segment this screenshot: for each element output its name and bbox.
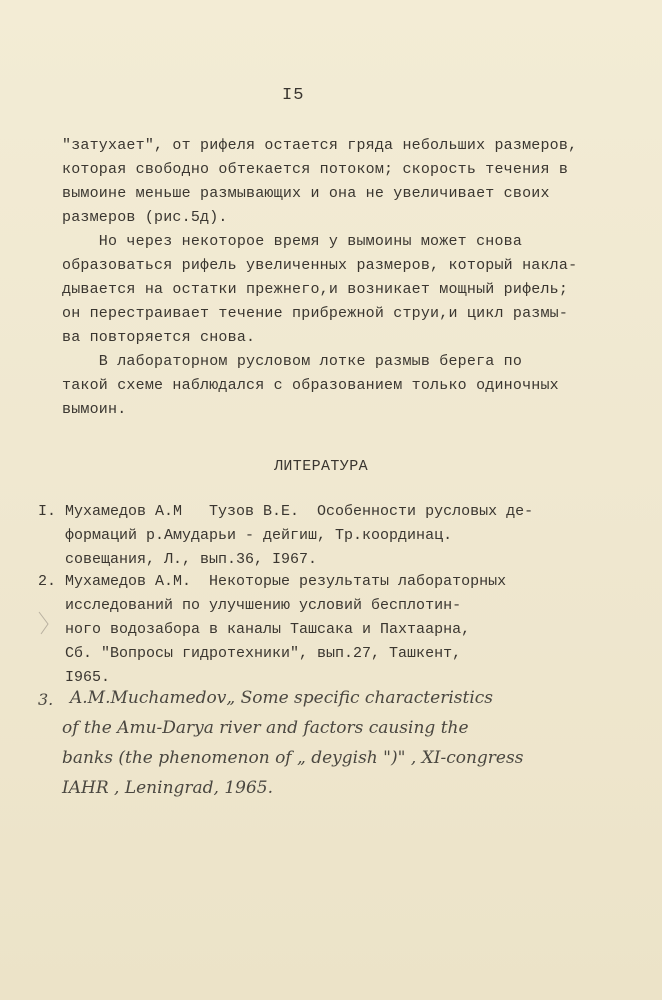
reference-line: 2. Мухамедов А.М. Некоторые результаты лабораторных (38, 573, 507, 590)
body-line: образоваться рифель увеличенных размеров, который накла- (62, 257, 578, 274)
reference-line: формаций р.Амударьи - дейгиш, Тр.координац. (38, 527, 453, 544)
body-line: дывается на остатки прежнего,и возникает мощный рифель; (62, 281, 569, 298)
body-line: вымоине меньше размывающих и она не увеличивает своих (62, 185, 550, 202)
body-line: вымоин. (62, 401, 127, 418)
body-line: которая свободно обтекается потоком; скорость течения в (62, 161, 569, 178)
body-line: "затухает", от рифеля остается гряда небольших размеров, (62, 137, 578, 154)
reference-line: I. Мухамедов А.М Тузов В.Е. Особенности русловых де- (38, 503, 534, 520)
pencil-mark-icon (36, 610, 52, 636)
page-number: I5 (282, 86, 305, 105)
handwritten-ref-number: 3. (38, 690, 54, 709)
body-line: размеров (рис.5д). (62, 209, 228, 226)
handwritten-line: IAHR , Leningrad, 1965. (62, 778, 274, 798)
reference-line: совещания, Л., вып.36, I967. (38, 551, 318, 568)
body-line: В лабораторном русловом лотке размыв берега по (62, 353, 523, 370)
body-line: ва повторяется снова. (62, 329, 256, 346)
reference-line: исследований по улучшению условий бесплотин- (38, 597, 462, 614)
reference-line: Сб. "Вопросы гидротехники", вып.27, Ташкент, (38, 645, 462, 662)
reference-line: ного водозабора в каналы Ташсака и Пахтаарна, (38, 621, 471, 638)
handwritten-line: A.M.Muchamedov„ Some specific characteristics (70, 688, 493, 708)
handwritten-line: of the Amu-Darya river and factors causing the (62, 718, 469, 738)
body-line: такой схеме наблюдался с образованием только одиночных (62, 377, 559, 394)
references-title: ЛИТЕРАТУРА (274, 458, 369, 475)
reference-line: I965. (38, 669, 111, 686)
handwritten-line: banks (the phenomenon of „ deygish ")" , XI-congress (62, 748, 524, 768)
body-line: Но через некоторое время у вымоины может снова (62, 233, 523, 250)
body-line: он перестраивает течение прибрежной струи,и цикл размы- (62, 305, 569, 322)
